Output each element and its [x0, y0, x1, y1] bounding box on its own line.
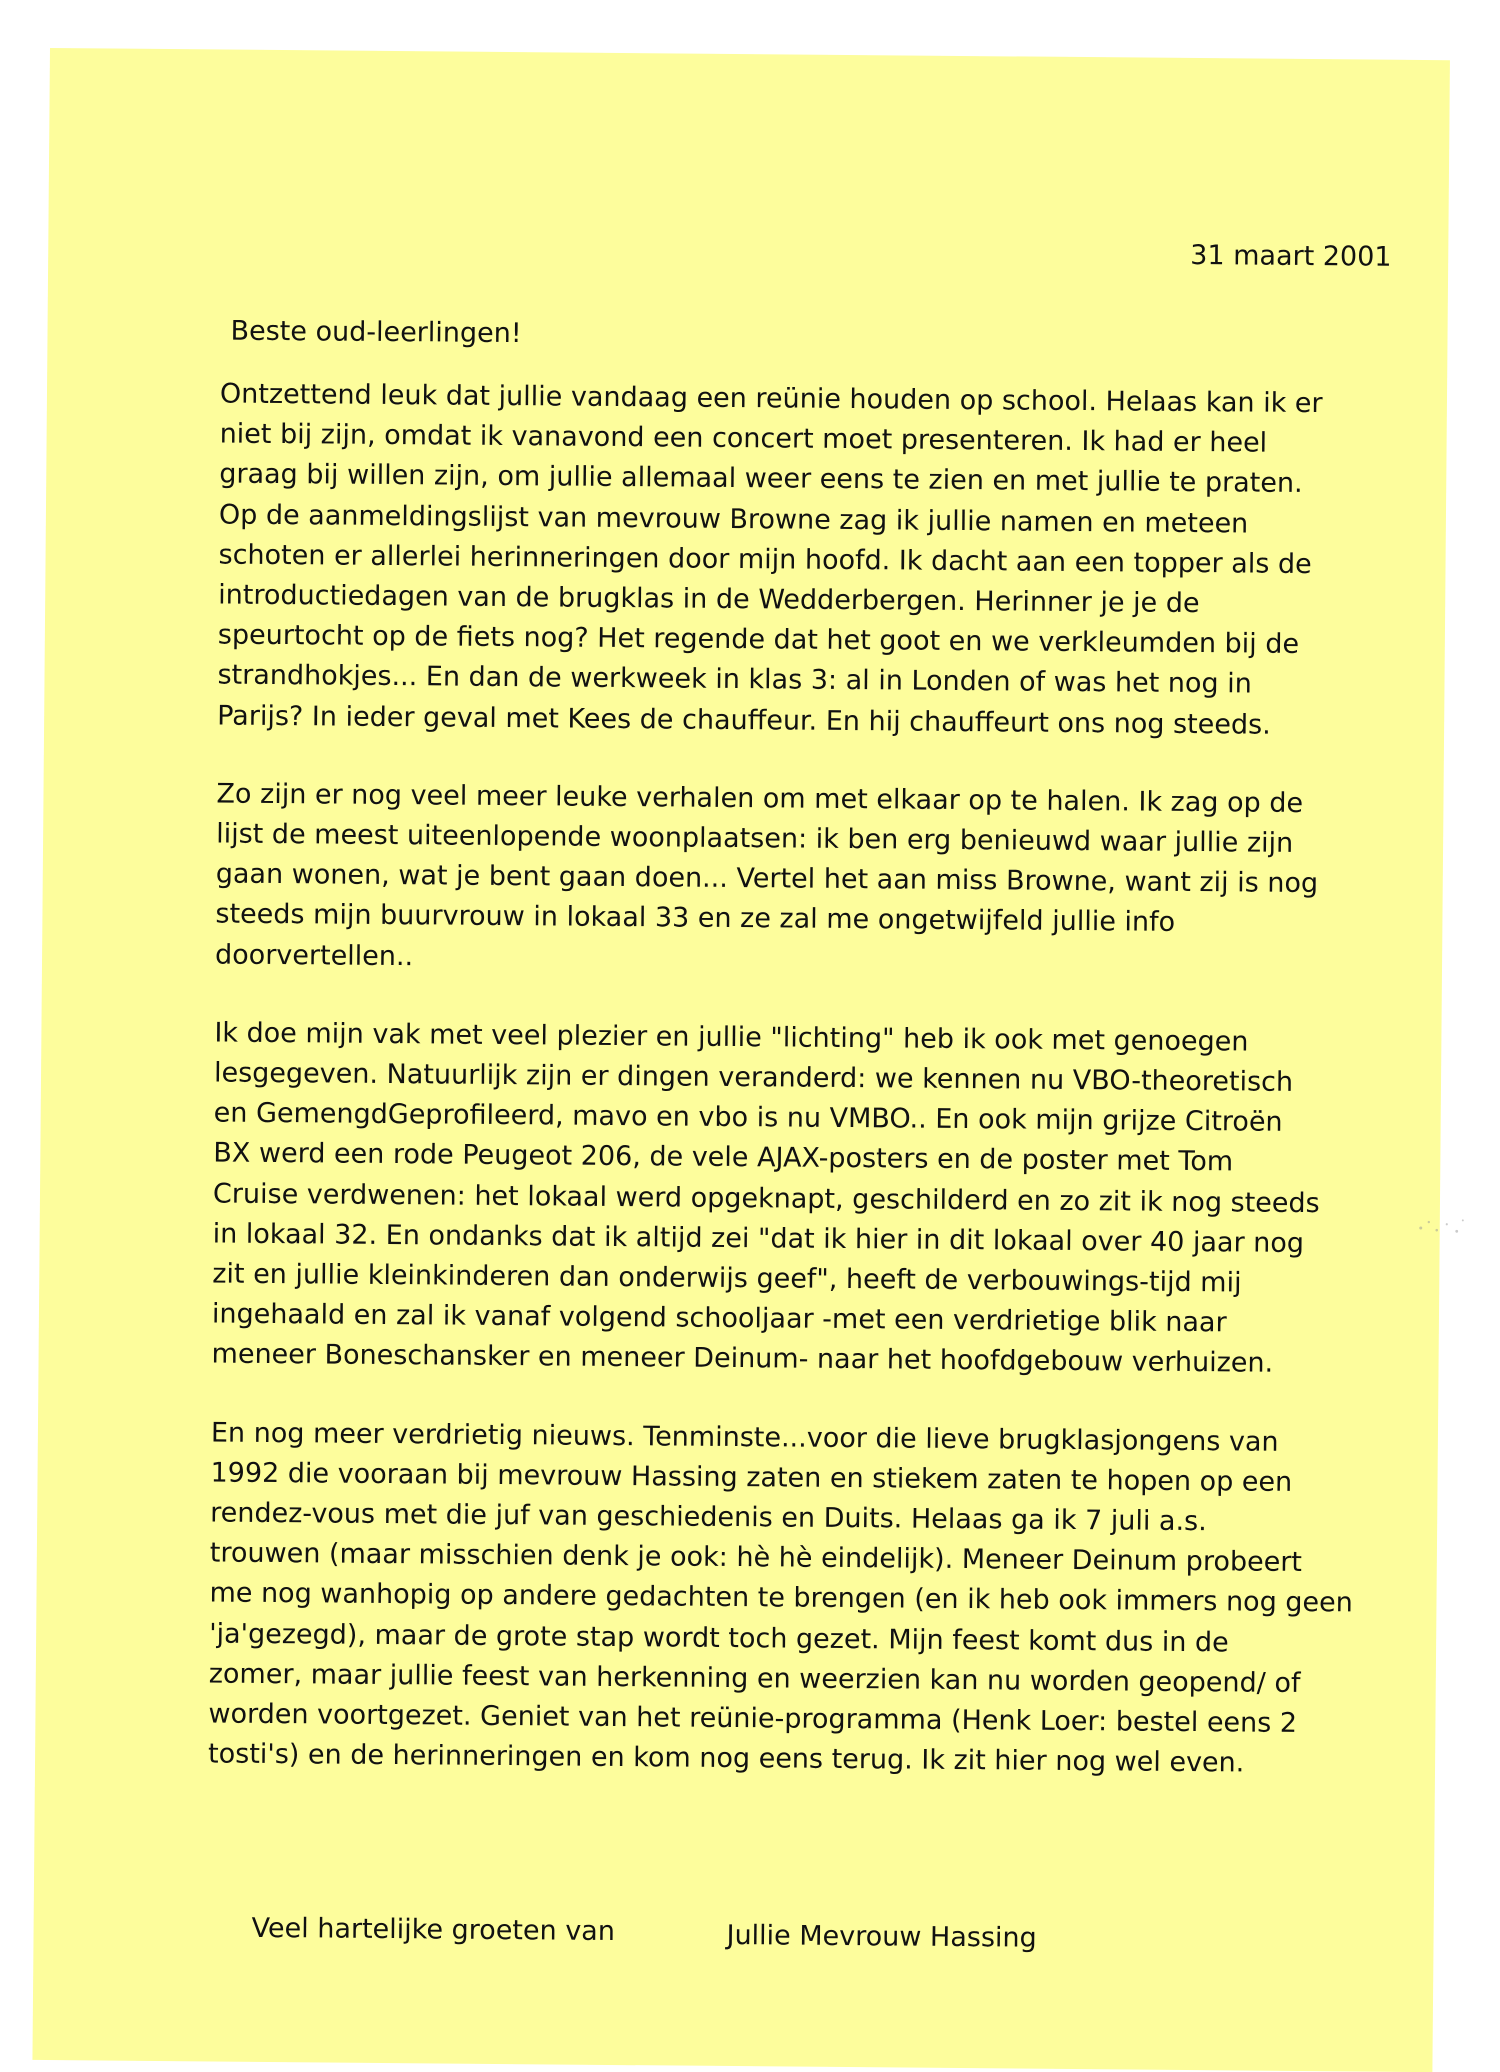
- text-line: zomer, maar jullie feest van herkenning en weerzien kan nu worden geopend/ of: [208, 1658, 1301, 1699]
- text-line: worden voortgezet. Geniet van het reünie-programma (Henk Loer: bestel eens 2: [208, 1698, 1298, 1740]
- text-line: meneer Boneschansker en meneer Deinum- naar het hoofdgebouw verhuizen.: [211, 1338, 1274, 1380]
- text-line: lijst de meest uiteenlopende woonplaatsen: ik ben erg benieuwd waar jullie zijn: [216, 818, 1294, 859]
- text-line: lesgegeven. Natuurlijk zijn er dingen veranderd: we kennen nu VBO-theoretisch: [213, 1057, 1294, 1098]
- text-line: Zo zijn er nog veel meer leuke verhalen om met elkaar op te halen. Ik zag op de: [216, 778, 1304, 819]
- text-line: En nog meer verdrietig nieuws. Tenminste...voor die lieve brugklasjongens van: [210, 1417, 1279, 1458]
- text-line: strandhokjes... En dan de werkweek in klas 3: al in Londen of was het nog in: [217, 659, 1252, 700]
- text-line: trouwen (maar misschien denk je ook: hè hè eindelijk). Meneer Deinum probeert: [209, 1537, 1303, 1579]
- salutation: Beste oud-leerlingen!: [230, 315, 522, 350]
- paragraph-2: [215, 774, 1397, 985]
- letter-body: [208, 374, 1401, 1823]
- text-line: me nog wanhopig op andere gedachten te brengen (en ik heb ook immers nog geen: [209, 1577, 1353, 1619]
- letter-date: 31 maart 2001: [1190, 239, 1392, 273]
- text-line: speurtocht op de fiets nog? Het regende dat het goot en we verkleumden bij de: [217, 619, 1300, 661]
- text-line: 'ja'gezegd), maar de grote stap wordt toch gezet. Mijn feest komt dus in de: [209, 1618, 1229, 1659]
- paragraph-4: [208, 1413, 1391, 1785]
- text-line: steeds mijn buurvrouw in lokaal 33 en ze zal me ongetwijfeld jullie info: [215, 898, 1176, 939]
- text-line: niet bij zijn, omdat ik vanavond een concert moet presenteren. Ik had er heel: [219, 418, 1268, 459]
- text-line: graag bij willen zijn, om jullie allemaal weer eens te zien en met jullie te praten.: [219, 458, 1303, 500]
- text-line: Ontzettend leuk dat jullie vandaag een reünie houden op school. Helaas kan ik er: [219, 378, 1323, 420]
- text-line: Op de aanmeldingslijst van mevrouw Browne zag ik jullie namen en meteen: [218, 499, 1249, 540]
- signature: Jullie Mevrouw Hassing: [726, 1919, 1037, 1954]
- text-line: zit en jullie kleinkinderen dan onderwijs geef", heeft de verbouwings-tijd mij: [212, 1258, 1242, 1299]
- text-line: rendez-vous met die juf van geschiedenis en Duits. Helaas ga ik 7 juli a.s.: [210, 1497, 1207, 1538]
- text-line: Cruise verdwenen: het lokaal werd opgeknapt, geschilderd en zo zit ik nog steeds: [212, 1178, 1320, 1219]
- text-line: gaan wonen, wat je bent gaan doen... Vertel het aan miss Browne, want zij is nog: [215, 858, 1319, 900]
- text-line: BX werd een rode Peugeot 206, de vele AJAX-posters en de poster met Tom: [213, 1137, 1234, 1178]
- text-line: in lokaal 32. En ondanks dat ik altijd zei "dat ik hier in dit lokaal over 40 jaar nog: [212, 1218, 1305, 1259]
- text-line: schoten er allerlei herinneringen door mijn hoofd. Ik dacht aan een topper als de: [218, 539, 1312, 580]
- text-line: ingehaald en zal ik vanaf volgend schooljaar -met een verdrietige blik naar: [211, 1298, 1227, 1339]
- text-line: introductiedagen van de brugklas in de Wedderbergen. Herinner je je de: [218, 579, 1200, 620]
- closing-line: Veel hartelijke groeten van: [251, 1912, 616, 1948]
- text-line: Ik doe mijn vak met veel plezier en jullie "lichting" heb ik ook met genoegen: [214, 1017, 1249, 1058]
- text-line: en GemengdGeprofileerd, mavo en vbo is nu VMBO.. En ook mijn grijze Citroën: [213, 1097, 1283, 1139]
- letter-page: [32, 48, 1450, 2072]
- text-line: 1992 die vooraan bij mevrouw Hassing zaten en stiekem zaten te hopen op een: [210, 1457, 1293, 1498]
- paragraph-1: [217, 374, 1400, 746]
- text-line: doorvertellen..: [214, 939, 414, 972]
- scan-smudge: [1415, 1212, 1467, 1242]
- text-line: tosti's) en de herinneringen en kom nog eens terug. Ik zit hier nog wel even.: [207, 1738, 1245, 1779]
- paragraph-3: [211, 1013, 1394, 1385]
- text-line: Parijs? In ieder geval met Kees de chauffeur. En hij chauffeurt ons nog steeds.: [217, 700, 1271, 741]
